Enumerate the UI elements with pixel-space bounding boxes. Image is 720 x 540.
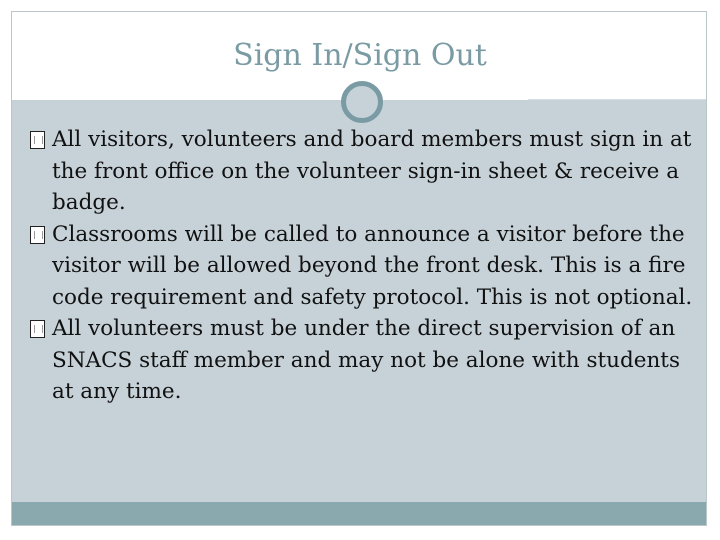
missing-glyph-icon [30, 320, 45, 338]
title-divider-left [12, 98, 342, 100]
bullet-list [30, 124, 695, 408]
missing-glyph-icon [30, 226, 45, 244]
ring-ornament-icon [341, 81, 383, 123]
bullet-text: Classrooms will be called to announce a visitor before the visitor will be allowed beyond the front desk. This is a fire code requirement and safety protocol. This is not optional. [52, 221, 693, 310]
bullet-text: All volunteers must be under the direct supervision of an SNACS staff member and may not be alone with students at any time. [52, 316, 680, 404]
bullet-item [30, 313, 695, 408]
slide-title: Sign In/Sign Out [233, 38, 487, 73]
title-divider-right-end [528, 99, 706, 100]
bullet-item [30, 219, 695, 314]
bullet-item [30, 124, 695, 219]
footer-bar [12, 502, 706, 525]
missing-glyph-icon [30, 131, 45, 149]
bullet-text: All visitors, volunteers and board members must sign in at the front office on the volunteer sign-in sheet & receive a badge. [52, 127, 692, 215]
title-divider-right [380, 98, 528, 100]
